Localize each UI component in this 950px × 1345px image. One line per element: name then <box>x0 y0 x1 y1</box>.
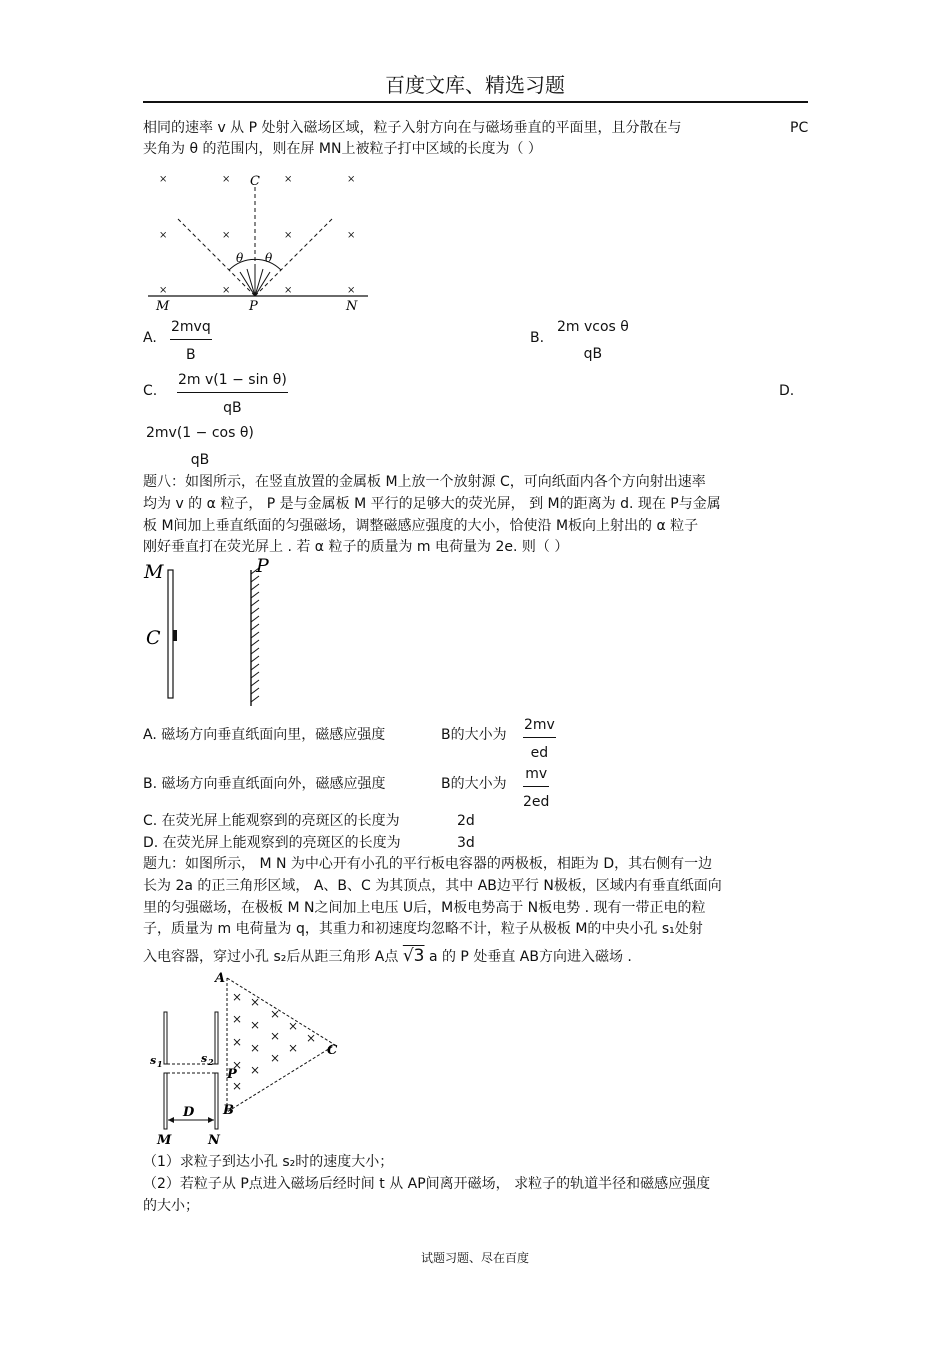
q7-line2: 夹角为 θ 的范围内，则在屏 MN上被粒子打中区域的长度为（ ） <box>143 141 542 157</box>
metal-plate-m <box>168 570 173 698</box>
plate-n-upper <box>215 1012 218 1064</box>
label-s2: s <box>201 1052 208 1065</box>
q8-line3: 板 M间加上垂直纸面的匀强磁场，调整磁感应强度的大小，恰使沿 M板向上射出的 α 粒子 <box>143 518 699 534</box>
q9-line5 <box>143 947 632 966</box>
page-footer: 试题习题、尽在百度 <box>420 1251 529 1265</box>
magnetic-field-crosses <box>232 990 316 1093</box>
q8-line4: 刚好垂直打在荧光屏上 . 若 α 粒子的质量为 m 电荷量为 2e. 则（ ） <box>143 539 569 555</box>
q7-option-c-fraction <box>177 371 288 417</box>
q8-option-c-text: C. 在荧光屏上能观察到的亮斑区的长度为 <box>143 813 400 829</box>
q9-figure <box>143 970 353 1150</box>
label-n: N <box>346 299 358 314</box>
svg-text:×: × <box>288 1019 299 1033</box>
q7-option-d-label: D. <box>779 383 795 399</box>
q9-line1: 题九：如图所示， M N 为中心开有小孔的平行板电容器的两极板，相距为 D，其右侧有一边 <box>143 856 713 872</box>
cross-mark: × <box>159 285 168 296</box>
label-a: A <box>215 971 226 986</box>
svg-text:×: × <box>250 1041 261 1055</box>
q7-line1: 相同的速率 v 从 P 处射入磁场区域，粒子入射方向在与磁场垂直的平面里，且分散在与 <box>143 120 682 136</box>
cross-mark: × <box>222 230 231 241</box>
page-header: 百度文库、精选习题 <box>385 73 565 97</box>
denominator: qB <box>223 400 242 416</box>
left-boundary-dashed <box>178 219 255 296</box>
q7-option-b-fraction <box>556 318 630 363</box>
arrowhead-left <box>168 1117 174 1123</box>
label-n: N <box>208 1133 220 1148</box>
svg-text:×: × <box>270 1051 281 1065</box>
svg-text:×: × <box>232 1035 243 1049</box>
denominator: 2ed <box>523 794 550 810</box>
svg-text:×: × <box>270 1029 281 1043</box>
svg-text:×: × <box>250 1063 261 1077</box>
denominator: qB <box>583 346 603 362</box>
q9-line3: 里的匀强磁场，在极板 M N之间加上电压 U后，M板电势高于 N板电势 . 现有一带正电的粒 <box>143 900 706 916</box>
numerator: 2mv <box>523 716 556 738</box>
denominator: ed <box>530 745 549 761</box>
cross-mark: × <box>159 230 168 241</box>
numerator: 2m vcos θ <box>557 319 629 335</box>
q8-option-c-value: 2d <box>457 813 475 829</box>
q8-option-b-b: B的大小为 <box>441 776 507 792</box>
q8-line1: 题八：如图所示，在竖直放置的金属板 M上放一个放射源 C，可向纸面内各个方向射出速率 <box>143 474 706 490</box>
svg-text:×: × <box>250 995 261 1009</box>
numerator: mv <box>523 765 549 787</box>
numerator: 2mvq <box>170 318 212 340</box>
denominator: B <box>186 347 196 363</box>
label-m: M <box>156 299 170 314</box>
q7-option-d-fraction <box>145 424 255 469</box>
cross-mark: × <box>284 285 293 296</box>
label-theta-left: θ <box>236 251 244 265</box>
q7-option-c-label: C. <box>143 383 158 399</box>
q9-sub2: （2）若粒子从 P点进入磁场后经时间 t 从 AP间离开磁场， 求粒子的轨道半径和磁感应强度 <box>143 1176 711 1192</box>
q9-line4: 子，质量为 m 电荷量为 q，其重力和初速度均忽略不计，粒子从极板 M的中央小孔 s₁处射 <box>143 921 703 937</box>
q8-option-b-text: B. 磁场方向垂直纸面向外，磁感应强度 <box>143 776 386 792</box>
q7-line1-end: PC <box>790 120 809 136</box>
label-s1-sub: 1 <box>157 1059 163 1069</box>
svg-text:×: × <box>288 1041 299 1055</box>
q8-option-a-text: A. 磁场方向垂直纸面向里，磁感应强度 <box>143 727 386 743</box>
q9-line2: 长为 2a 的正三角形区域， A、B、C 为其顶点，其中 AB边平行 N极板，区域内有垂直纸面向 <box>143 878 722 894</box>
q8-line2: 均为 v 的 α 粒子， P 是与金属板 M 平行的足够大的荧光屏， 到 M的距离为 d. 现在 P与金属 <box>143 496 721 512</box>
numerator: 2mv(1 − cos θ) <box>146 425 254 441</box>
q8-option-b-fraction <box>523 765 549 811</box>
q9-sub2-cont: 的大小； <box>143 1198 199 1214</box>
cross-mark: × <box>284 230 293 241</box>
q9-sub1: （1）求粒子到达小孔 s₂时的速度大小； <box>143 1154 394 1170</box>
q8-figure <box>143 555 283 710</box>
label-c: C <box>250 174 260 189</box>
label-m: M <box>157 1133 172 1148</box>
q9-line5-part-a: 入电容器，穿过小孔 s₂后从距三角形 A点 <box>143 949 399 965</box>
label-b: B <box>223 1103 234 1118</box>
svg-text:×: × <box>232 1012 243 1026</box>
q7-option-b-label: B. <box>530 330 545 346</box>
label-d: D <box>183 1105 195 1120</box>
svg-text:×: × <box>270 1007 281 1021</box>
q8-option-d-text: D. 在荧光屏上能观察到的亮斑区的长度为 <box>143 835 401 851</box>
label-c: C <box>327 1043 338 1058</box>
label-s1: s <box>150 1054 157 1067</box>
label-c: C <box>146 627 161 649</box>
q9-line5-sqrt: √3 <box>402 946 425 966</box>
svg-text:×: × <box>232 990 243 1004</box>
plate-n-lower <box>215 1073 218 1129</box>
label-p: P <box>227 1067 237 1082</box>
cross-mark: × <box>284 174 293 185</box>
velocity-arrows <box>240 268 270 296</box>
label-p: P <box>249 299 258 314</box>
label-m: M <box>144 561 164 583</box>
header-rule <box>143 101 808 103</box>
label-p: P <box>256 555 269 577</box>
plate-m-upper <box>164 1012 167 1064</box>
q9-line5-part-b: a 的 P 处垂直 AB方向进入磁场 . <box>428 949 632 965</box>
q8-option-d-value: 3d <box>457 835 475 851</box>
cross-mark: × <box>347 285 356 296</box>
arrowhead-right <box>208 1117 214 1123</box>
q7-figure <box>143 165 378 315</box>
cross-mark: × <box>159 174 168 185</box>
svg-text:×: × <box>232 1058 243 1072</box>
screen-hatching <box>251 568 259 702</box>
source-c <box>173 630 177 641</box>
svg-text:×: × <box>306 1031 317 1045</box>
triangle-abc <box>227 978 335 1112</box>
svg-text:×: × <box>250 1018 261 1032</box>
q8-option-a-b: B的大小为 <box>441 727 507 743</box>
cross-mark: × <box>347 230 356 241</box>
cross-mark: × <box>222 174 231 185</box>
q8-option-a-fraction <box>523 716 556 762</box>
q7-option-a-fraction <box>170 318 212 364</box>
plate-m-lower <box>164 1073 167 1129</box>
q7-option-a-label: A. <box>143 330 157 346</box>
numerator: 2m v(1 − sin θ) <box>177 371 288 393</box>
label-s2-sub: 2 <box>208 1057 214 1067</box>
svg-text:×: × <box>232 1079 243 1093</box>
cross-mark: × <box>347 174 356 185</box>
denominator: qB <box>190 452 210 468</box>
label-theta-right: θ <box>265 251 273 265</box>
cross-mark: × <box>222 285 231 296</box>
